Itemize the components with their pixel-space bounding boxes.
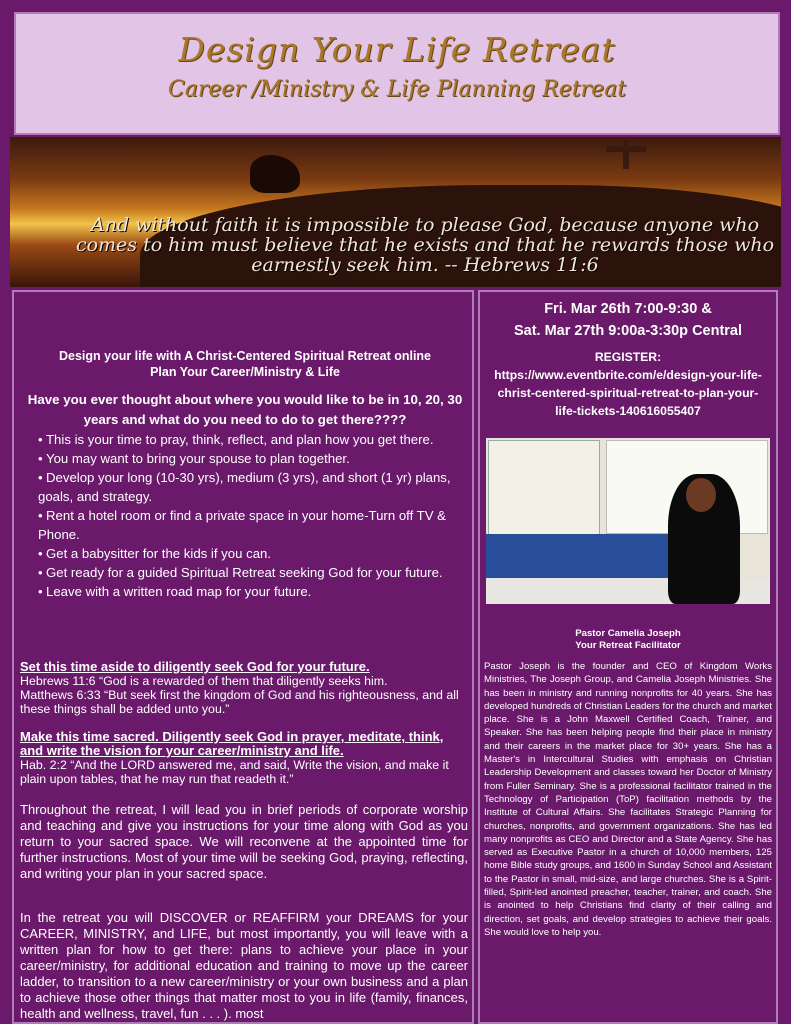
intro-line-2: Plan Your Career/Ministry & Life (150, 365, 340, 379)
retreat-description: Throughout the retreat, I will lead you in brief periods of corporate worship and teaching and give you instructions for your time along with God as you return to your sacred space. We will reconvene at the appointed time for further instructions. Most of your time will be seeking God, praying, reflecting, and writing your plan in your sacred space. (20, 802, 468, 881)
scripture-line: Hab. 2:2 “And the LORD answered me, and said, Write the vision, and make it plain upon tables, that he may run that readeth it.” (20, 758, 449, 786)
cross-icon-bar (606, 146, 646, 152)
list-item: • You may want to bring your spouse to plan together. (38, 451, 350, 466)
page-title: Design Your Life Retreat (178, 30, 616, 69)
facilitator-photo (486, 438, 770, 604)
bullet-list (38, 430, 468, 601)
list-item: • This is your time to pray, think, reflect, and plan how you get there. (38, 432, 434, 447)
wall-chart (488, 440, 600, 544)
list-item: • Leave with a written road map for your future. (38, 584, 312, 599)
header-banner (14, 12, 780, 135)
facilitator-bio: Pastor Joseph is the founder and CEO of Kingdom Works Ministries, The Joseph Group, and Camelia Joseph Ministries. She has been in ministry and running nonprofits for 40 years. She has developed hundreds of Christian Leaders for the church and market place. She is a John Maxwell Certified Coach, Trainer, and Speaker. She has been helping people find their place in ministry and their careers in the market place for 30+ years. She has a Master's in Intercultural Studies with emphasis on Christian Leadership Development and classes toward her Doctor of Ministry from Fuller Seminary. She is a professional facilitator trained in the Technology of Participation (ToP) facilitation methods by the Institute of Cultural Affairs. She facilitates Strategic Planning for churches, nonprofits, and government organizations. She has led many nonprofits as CEO and Director and a State Agency. She has served as Executive Pastor in a church of 10,000 members, 125 home Bible study groups, and 1600 in Sunday School and Assistant to the Pastor in small, mid-size, and large churches. She is a Spirit-filled, Spirit-led anointed preacher, teacher, trainer, and coach. She is anointed to help Christians find clarity of their calling and direction, set goals, and develop strategies to achieve their goals. She would love to help you. (484, 661, 773, 938)
photo-caption (480, 628, 776, 652)
kneeling-figure (250, 155, 300, 193)
blue-board (486, 534, 686, 582)
sunset-image (10, 137, 781, 287)
list-item: • Rent a hotel room or find a private space in your home-Turn off TV & Phone. (38, 508, 446, 542)
retreat-outcome: In the retreat you will DISCOVER or REAFFIRM your DREAMS for your CAREER, MINISTRY, and LIFE, but most importantly, you will leave with a written plan for how to get there: plans to achieve your place in your career/ministry, for additional education and training to move up the career ladder, to transition to a new career/ministry or your own business and a plan to achieve those other things that matter most to you in life (family, finances, health and wellness, travel, fun . . . ). most (20, 910, 468, 1021)
section-heading: Set this time aside to diligently seek God for your future. (20, 659, 370, 674)
list-item: • Get ready for a guided Spiritual Retreat seeking God for your future. (38, 565, 443, 580)
date-line-1: Fri. Mar 26th 7:00-9:30 & (544, 301, 712, 317)
scripture-quote: And without faith it is impossible to please God, because anyone who comes to him must believe that he exists and that he rewards those who earnestly seek him. -- Hebrews 11:6 (75, 214, 775, 276)
list-item: • Develop your long (10-30 yrs), medium (3 yrs), and short (1 yr) plans, goals, and strategy. (38, 470, 451, 504)
right-column (478, 290, 778, 1024)
facilitator-face (686, 478, 716, 512)
intro-line-1: Design your life with A Christ-Centered Spiritual Retreat online (58, 349, 432, 363)
intro-question: Have you ever thought about where you would like to be in 10, 20, 30 years and what do you need to do to get there???? (27, 392, 463, 427)
event-dates (480, 298, 776, 342)
section-heading: Make this time sacred. Diligently seek God in prayer, meditate, think, and write the vision for your career/ministry and life. (20, 729, 444, 758)
scripture-line: Hebrews 11:6 “God is a rewarded of them that diligently seeks him. (20, 674, 388, 688)
left-column (12, 290, 474, 1024)
cross-icon (623, 139, 629, 169)
list-item: • Get a babysitter for the kids if you can. (38, 546, 272, 561)
register-link[interactable]: REGISTER: https://www.eventbrite.com/e/design-your-life-christ-centered-spiritual-retreat-to-plan-your-life-tickets-140616055407 (494, 350, 762, 418)
facilitator-role: Your Retreat Facilitator (575, 640, 681, 651)
intro-text (38, 348, 452, 380)
section-sacred (20, 730, 468, 786)
page-subtitle: Career /Ministry & Life Planning Retreat (167, 77, 627, 102)
facilitator-name: Pastor Camelia Joseph (575, 628, 681, 639)
scripture-line: Matthews 6:33 “But seek first the kingdom of God and his righteousness, and all these things shall be added unto you.” (20, 688, 459, 716)
section-seek-god (20, 660, 468, 716)
date-line-2: Sat. Mar 27th 9:00a-3:30p Central (513, 323, 743, 339)
